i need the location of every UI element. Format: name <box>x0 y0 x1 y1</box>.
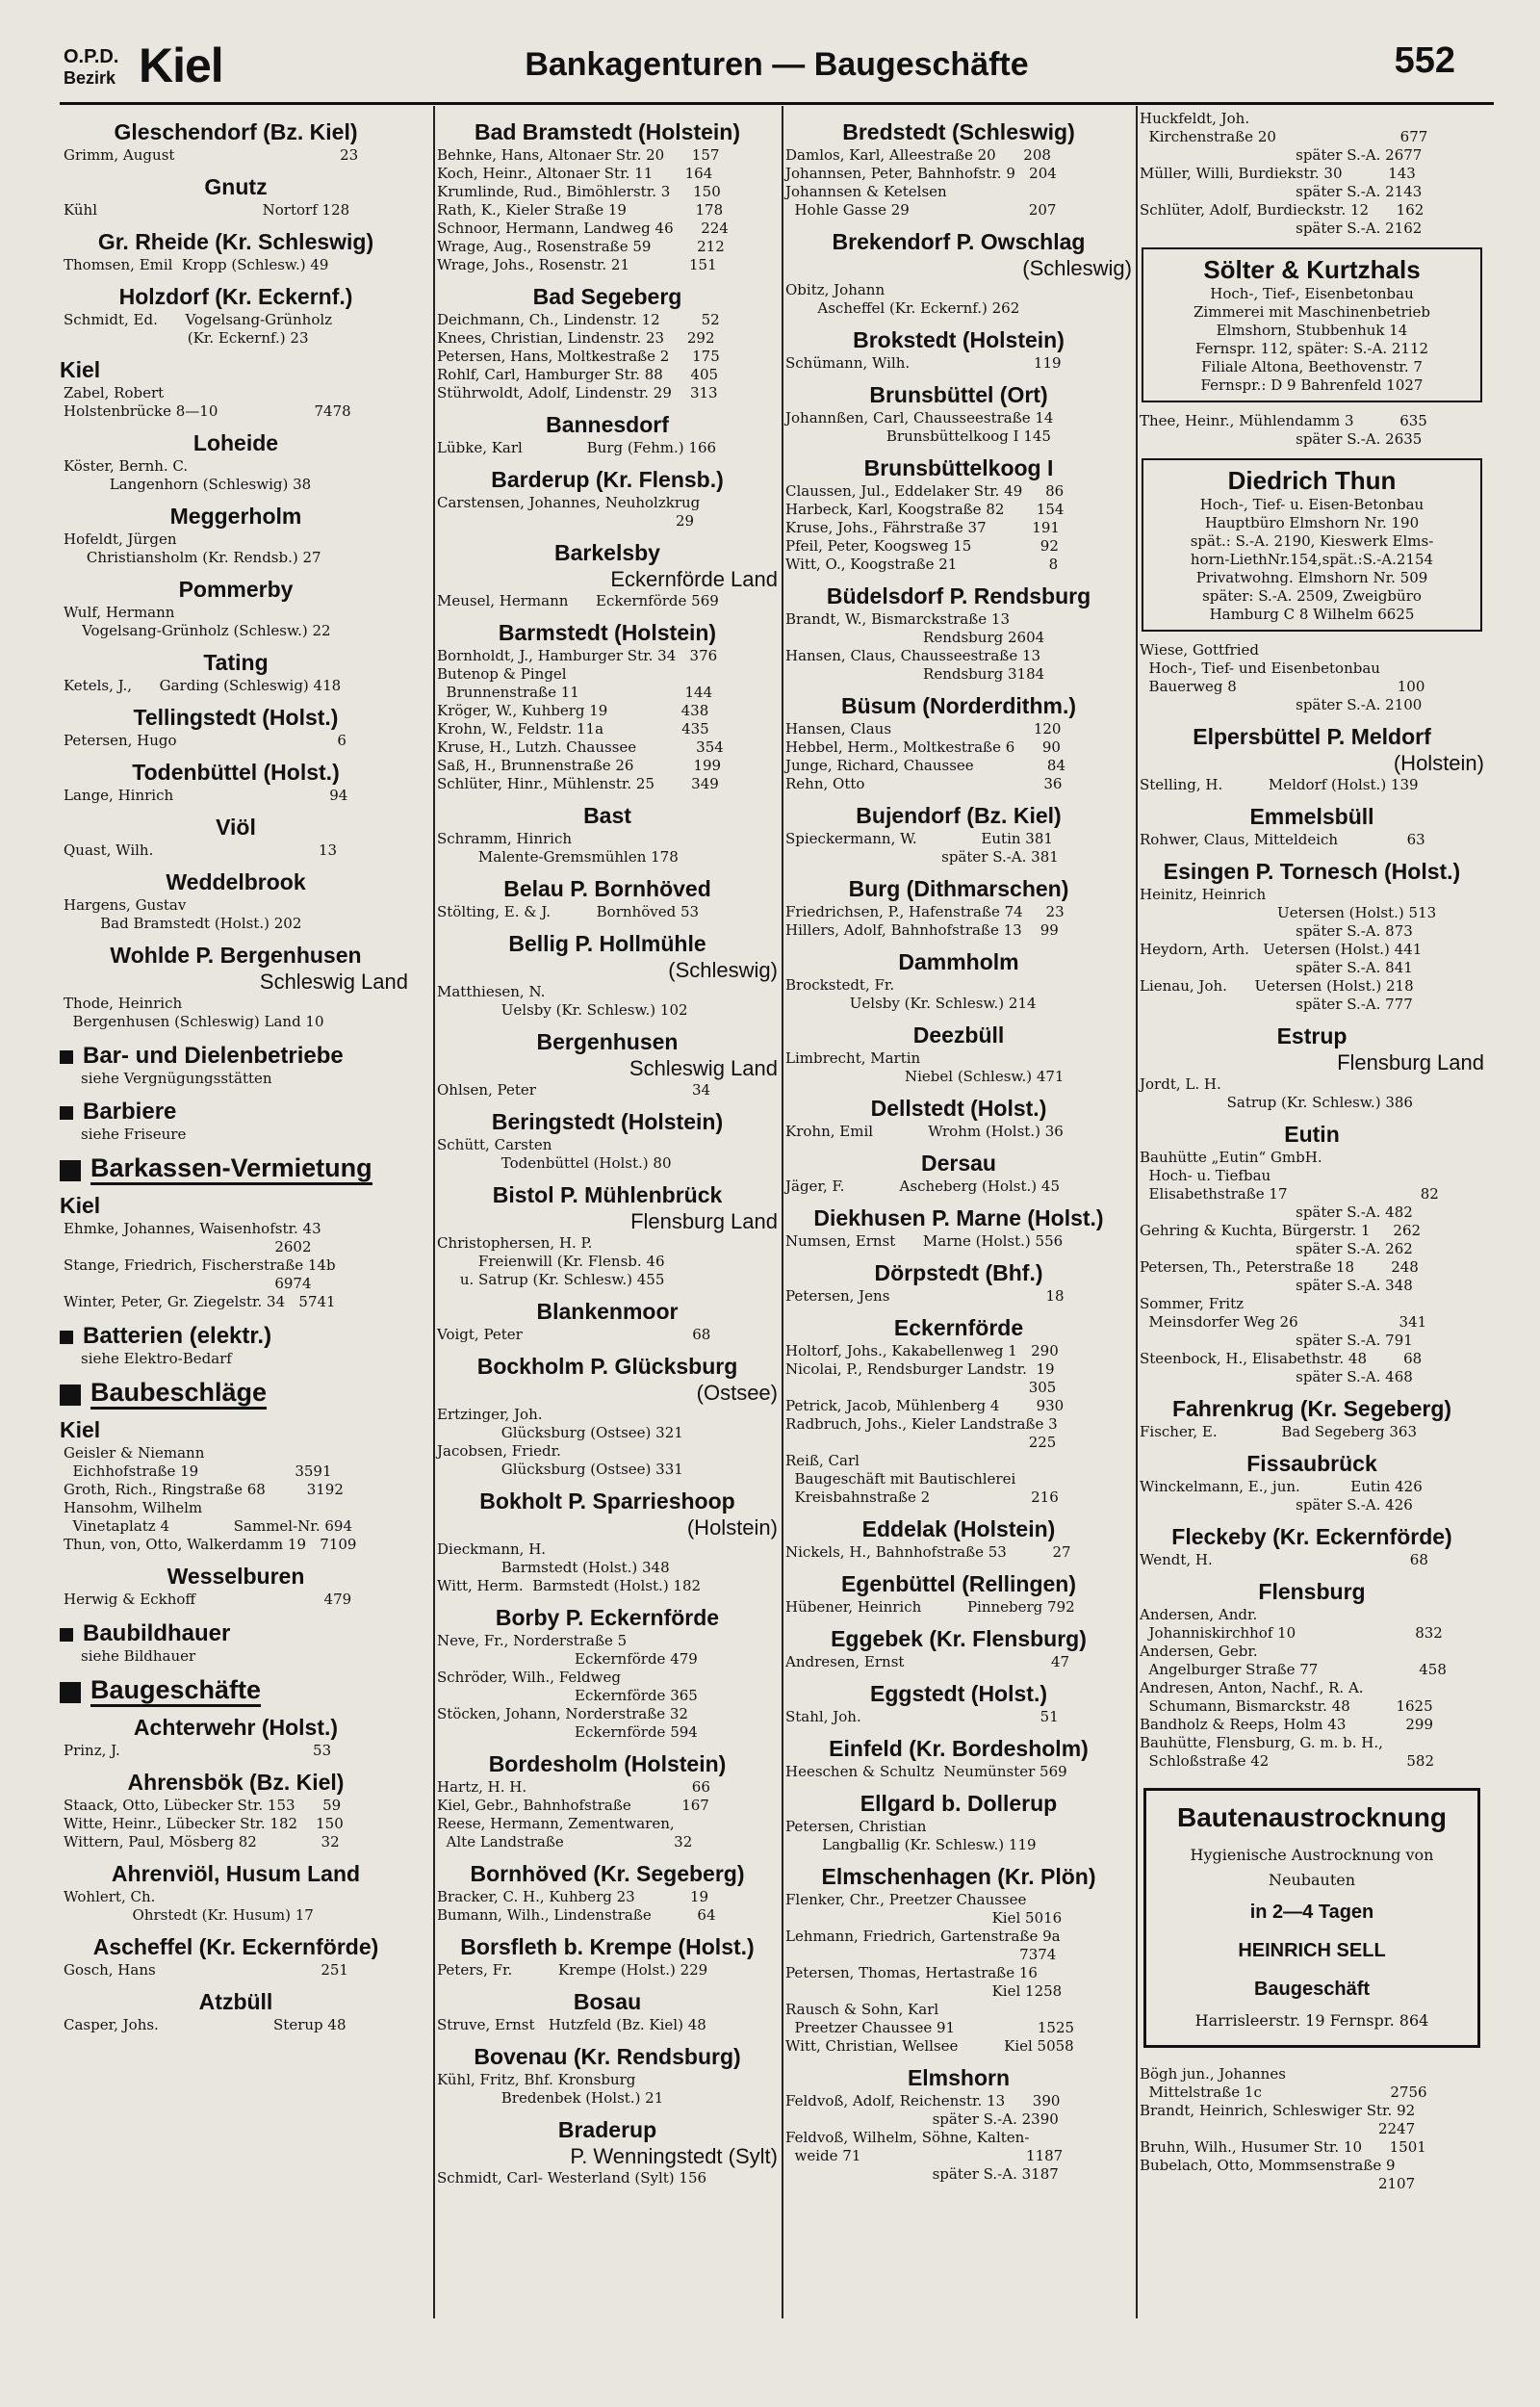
advertisement-line: Hamburg C 8 Wilhelm 6625 <box>1209 606 1415 623</box>
place-heading: Bad Segeberg <box>532 284 682 309</box>
place-heading: Eutin <box>1284 1122 1340 1147</box>
directory-entry: Petersen, Christian Langballig (Kr. Schlesw.) 119 <box>785 1818 1037 1853</box>
directory-entry: Schmidt, Ed. Vogelsang-Grünholz (Kr. Eckernf.) 23 <box>64 311 333 347</box>
place-subheading: Flensburg Land <box>630 1209 778 1233</box>
directory-entry: Neve, Fr., Norderstraße 5 Eckernförde 479 Schröder, Wilh., Feldweg Eckernförde 365 Stöcken, Johann, Norderstraße 32 Eckernförde 594 <box>437 1632 698 1741</box>
directory-entry: Schümann, Wilh. 119 <box>785 354 1062 372</box>
category-heading <box>60 1099 412 1126</box>
column-3 <box>782 110 1136 2315</box>
category-heading <box>60 1323 412 1350</box>
place-heading: Bad Bramstedt (Holstein) <box>474 119 741 144</box>
cross-reference: siehe Vergnügungsstätten <box>81 1070 272 1087</box>
directory-entry: Prinz, J. 53 <box>64 1742 332 1759</box>
place-heading: Bosau <box>573 1989 642 2014</box>
directory-entry: Geisler & Niemann Eichhofstraße 19 3591 Groth, Rich., Ringstraße 68 3192 Hansohm, Wilhelm Vinetaplatz 4 Sammel-Nr. 694 Thun, von, Otto, Walkerdamm 19 7109 <box>64 1444 357 1553</box>
place-heading: Gnutz <box>204 174 268 199</box>
directory-entry: Flenker, Chr., Preetzer Chaussee Kiel 5016 Lehmann, Friedrich, Gartenstraße 9a 7374 Petersen, Thomas, Hertastraße 16 Kiel 1258 Rausch & Sohn, Karl Preetzer Chaussee 91 1525 Witt, Christian, Wellsee Kiel 5058 <box>785 1891 1075 2055</box>
directory-entry: Winckelmann, E., jun. Eutin 426 später S.-A. 426 <box>1140 1478 1423 1514</box>
category-heading <box>60 1154 412 1183</box>
place-heading: Büsum (Norderdithm.) <box>840 693 1077 718</box>
place-heading: Kiel <box>60 1417 101 1442</box>
place-heading: Bistol P. Mühlenbrück <box>492 1182 723 1207</box>
place-heading: Einfeld (Kr. Bordesholm) <box>829 1736 1089 1761</box>
directory-entry: Meusel, Hermann Eckernförde 569 <box>437 592 719 609</box>
column-4 <box>1136 110 1488 2315</box>
place-subheading: Flensburg Land <box>1337 1050 1484 1074</box>
place-heading: Brunsbüttelkoog I <box>863 455 1054 480</box>
place-heading: Flensburg <box>1258 1579 1366 1604</box>
directory-entry: Kühl, Fritz, Bhf. Kronsburg Bredenbek (Holst.) 21 <box>437 2071 664 2107</box>
advertisement-line: Hauptbüro Elmshorn Nr. 190 <box>1204 514 1420 531</box>
place-heading: Bornhöved (Kr. Segeberg) <box>470 1861 745 1886</box>
bullet-square-icon <box>60 1628 73 1642</box>
directory-entry: Struve, Ernst Hutzfeld (Bz. Kiel) 48 <box>437 2016 706 2033</box>
directory-entry: Behnke, Hans, Altonaer Str. 20 157 Koch, Heinr., Altonaer Str. 11 164 Krumlinde, Rud., Bimöhlerstr. 3 150 Rath, K., Kieler Straße 19 178 Schnoor, Hermann, Landweg 46 224 Wrage, Aug., Rosenstraße 59 212 Wrage, Johs., Rosenstr. 21 151 <box>437 146 729 273</box>
page-number: 552 <box>1394 40 1455 81</box>
place-heading: Holzdorf (Kr. Eckernf.) <box>118 284 353 309</box>
advertisement-line: Neubauten <box>1268 1871 1356 1889</box>
place-heading: Viöl <box>216 815 256 840</box>
place-heading: Bredstedt (Schleswig) <box>842 119 1075 144</box>
bullet-square-icon <box>60 1385 81 1406</box>
directory-entry: Hartz, H. H. 66 Kiel, Gebr., Bahnhofstraße 167 Reese, Hermann, Zementwaren, Alte Landstraße 32 <box>437 1778 710 1851</box>
directory-entry: Stelling, H. Meldorf (Holst.) 139 <box>1140 776 1419 793</box>
advertisement-line: spät.: S.-A. 2190, Kieswerk Elms- <box>1190 532 1434 550</box>
advertisement-line: Zimmerei mit Maschinenbetrieb <box>1194 303 1430 321</box>
directory-entry: Voigt, Peter 68 <box>437 1326 711 1343</box>
directory-entry: Wulf, Hermann Vogelsang-Grünholz (Schlesw.) 22 <box>64 604 331 639</box>
place-heading: Egenbüttel (Rellingen) <box>840 1571 1077 1596</box>
directory-entry: Hargens, Gustav Bad Bramstedt (Holst.) 202 <box>64 896 302 932</box>
place-heading: Brunsbüttel (Ort) <box>869 382 1048 407</box>
directory-entry: Reiß, Carl Baugeschäft mit Bautischlerei Kreisbahnstraße 2 216 <box>785 1452 1059 1506</box>
place-heading: Barderup (Kr. Flensb.) <box>491 467 724 492</box>
place-heading: Meggerholm <box>169 504 302 529</box>
directory-entry: Ohlsen, Peter 34 <box>437 1081 711 1099</box>
directory-entry: Quast, Wilh. 13 <box>64 841 338 859</box>
place-subheading: (Ostsee) <box>696 1381 778 1405</box>
advertisement-line: in 2—4 Tagen <box>1249 1902 1374 1923</box>
directory-entry: Heeschen & Schultz Neumünster 569 <box>785 1763 1067 1780</box>
place-heading: Ellgard b. Dollerup <box>860 1791 1058 1816</box>
directory-entry: Christophersen, H. P. Freienwill (Kr. Flensb. 46 u. Satrup (Kr. Schlesw.) 455 <box>437 1234 665 1288</box>
place-subheading: P. Wenningstedt (Sylt) <box>570 2144 778 2168</box>
place-heading: Weddelbrook <box>166 869 306 894</box>
directory-entry: Bracker, C. H., Kuhberg 23 19 Bumann, Wilh., Lindenstraße 64 <box>437 1888 716 1924</box>
advertisement-line: Hoch-, Tief-, Eisenbetonbau <box>1210 285 1414 302</box>
opd-label: O.P.D. <box>64 46 119 67</box>
directory-entry: Herwig & Eckhoff 479 <box>64 1591 352 1608</box>
directory-entry: Stahl, Joh. 51 <box>785 1708 1059 1725</box>
advertisement-box <box>1142 458 1482 632</box>
directory-entry: Schramm, Hinrich Malente-Gremsmühlen 178 <box>437 830 679 866</box>
place-heading: Fahrenkrug (Kr. Segeberg) <box>1171 1396 1452 1421</box>
directory-entry: Kühl Nortorf 128 <box>64 201 350 219</box>
place-heading: Estrup <box>1276 1023 1348 1048</box>
directory-entry: Schütt, Carsten Todenbüttel (Holst.) 80 <box>437 1136 672 1172</box>
place-heading: Bast <box>583 803 631 828</box>
place-subheading: Schleswig Land <box>629 1056 778 1080</box>
directory-entry: Fischer, E. Bad Segeberg 363 <box>1140 1423 1417 1440</box>
place-heading: Belau P. Bornhöved <box>503 876 711 901</box>
place-heading: Ahrenviöl, Husum Land <box>111 1861 361 1886</box>
directory-entry: Schmidt, Carl- Westerland (Sylt) 156 <box>437 2169 707 2187</box>
place-heading: Dellstedt (Holst.) <box>870 1096 1047 1121</box>
page-header <box>60 39 1494 100</box>
directory-entry: Andresen, Ernst 47 <box>785 1653 1070 1670</box>
directory-entry: Friedrichsen, P., Hafenstraße 74 23 Hillers, Adolf, Bahnhofstraße 13 99 <box>785 903 1065 939</box>
directory-entry: Jäger, F. Ascheberg (Holst.) 45 <box>785 1178 1060 1195</box>
category-title: Batterien (elektr.) <box>83 1323 272 1349</box>
place-heading: Todenbüttel (Holst.) <box>132 760 340 785</box>
region-name: Kiel <box>139 39 223 92</box>
place-heading: Bujendorf (Bz. Kiel) <box>856 803 1062 828</box>
bullet-square-icon <box>60 1331 73 1344</box>
place-heading: Borsfleth b. Krempe (Holst.) <box>460 1934 755 1959</box>
place-heading: Fissaubrück <box>1246 1451 1377 1476</box>
place-heading: Gleschendorf (Bz. Kiel) <box>114 119 358 144</box>
place-heading: Gr. Rheide (Kr. Schleswig) <box>97 229 374 254</box>
place-heading: Eckernförde <box>893 1315 1024 1340</box>
place-heading: Burg (Dithmarschen) <box>848 876 1069 901</box>
directory-entry: Stange, Friedrich, Fischerstraße 14b 6974 <box>64 1256 336 1292</box>
place-heading: Ascheffel (Kr. Eckernförde) <box>92 1934 379 1959</box>
place-heading: Bokholt P. Sparrieshoop <box>479 1488 735 1514</box>
place-subheading: Eckernförde Land <box>610 567 778 591</box>
directory-entry: Ehmke, Johannes, Waisenhofstr. 43 2602 <box>64 1220 321 1255</box>
place-heading: Bannesdorf <box>546 412 669 437</box>
directory-entry: Andersen, Andr. Johanniskirchhof 10 832 Andersen, Gebr. Angelburger Straße 77 458 Andresen, Anton, Nachf., R. A. Schumann, Bismarckstr. 48 1625 Bandholz & Reeps, Holm 43 299 Bauhütte, Flensburg, G. m. b. H., Schloßstraße 42 582 <box>1140 1606 1447 1770</box>
category-title: Barkassen-Vermietung <box>90 1153 372 1185</box>
directory-entry: Numsen, Ernst Marne (Holst.) 556 <box>785 1232 1064 1250</box>
advertisement-box <box>1142 247 1482 402</box>
cross-reference: siehe Bildhauer <box>81 1647 196 1665</box>
directory-entry: Feldvoß, Adolf, Reichenstr. 13 390 später S.-A. 2390 Feldvoß, Wilhelm, Söhne, Kalten- weide 71 1187 später S.-A. 3187 <box>785 2092 1064 2183</box>
cross-reference: siehe Elektro-Bedarf <box>81 1350 232 1367</box>
directory-entry: Winter, Peter, Gr. Ziegelstr. 34 5741 <box>64 1293 336 1310</box>
advertisement-line: Fernspr. 112, später: S.-A. 2112 <box>1194 340 1429 357</box>
bullet-square-icon <box>60 1106 73 1120</box>
advertisement-line: horn-LiethNr.154,spät.:S.-A.2154 <box>1190 551 1434 568</box>
place-heading: Elmshorn <box>907 2065 1011 2090</box>
place-heading: Wesselburen <box>167 1564 305 1589</box>
directory-entry: Köster, Bernh. C. Langenhorn (Schleswig) 38 <box>64 457 312 493</box>
category-heading <box>60 1620 412 1647</box>
advertisement-line: Harrisleerstr. 19 Fernspr. 864 <box>1194 2011 1429 2030</box>
directory-entry: Nickels, H., Bahnhofstraße 53 27 <box>785 1543 1071 1561</box>
category-heading <box>60 1043 412 1070</box>
bullet-square-icon <box>60 1050 73 1064</box>
advertisement-line: Privatwohng. Elmshorn Nr. 509 <box>1195 569 1428 586</box>
place-heading: Eggstedt (Holst.) <box>870 1681 1047 1706</box>
header-rule <box>60 102 1494 105</box>
directory-entry: Bauhütte „Eutin“ GmbH. Hoch- u. Tiefbau Elisabethstraße 17 82 später S.-A. 482 Gehring & Kuchta, Bürgerstr. 1 262 später S.-A. 262 Petersen, Th., Peterstraße 18 248 später S.-A. 348 Sommer, Fritz Meinsdorfer Weg 26 341 später S.-A. 791 Steenbock, H., Elisabethstr. 48 68 später S.-A. 468 <box>1140 1149 1439 1385</box>
category-title: Baubildhauer <box>83 1620 231 1646</box>
directory-entry: Huckfeldt, Joh. Kirchenstraße 20 677 später S.-A. 2677 Müller, Willi, Burdiekstr. 30 143 später S.-A. 2143 Schlüter, Adolf, Burdieckstr. 12 162 später S.-A. 2162 <box>1140 110 1428 237</box>
place-heading: Tating <box>203 650 269 675</box>
place-heading: Bovenau (Kr. Rendsburg) <box>474 2044 741 2069</box>
place-heading: Tellingstedt (Holst.) <box>133 705 339 730</box>
directory-entry: Petersen, Jens 18 <box>785 1287 1065 1305</box>
advertisement-line: Elmshorn, Stubbenhuk 14 <box>1216 322 1408 339</box>
directory-entry: Zabel, Robert Holstenbrücke 8—10 7478 <box>64 384 351 420</box>
place-heading: Ahrensbök (Bz. Kiel) <box>127 1770 345 1795</box>
place-heading: Kiel <box>60 357 101 382</box>
place-heading: Pommerby <box>178 577 294 602</box>
place-heading: Elmschenhagen (Kr. Plön) <box>821 1864 1096 1889</box>
directory-entry: Bornholdt, J., Hamburger Str. 34 376 Butenop & Pingel Brunnenstraße 11 144 Kröger, W., Kuhberg 19 438 Krohn, W., Feldstr. 11a 435 Kruse, H., Lutzh. Chaussee 354 Saß, H., Brunnenstraße 26 199 Schlüter, Hinr., Mühlenstr. 25 349 <box>437 647 724 792</box>
directory-entry: Stölting, E. & J. Bornhöved 53 <box>437 903 700 920</box>
place-heading: Eggebek (Kr. Flensburg) <box>831 1626 1087 1651</box>
place-heading: Bergenhusen <box>536 1029 679 1054</box>
place-subheading: (Holstein) <box>686 1515 778 1540</box>
directory-entry: Limbrecht, Martin Niebel (Schlesw.) 471 <box>785 1049 1065 1085</box>
directory-entry: Ertzinger, Joh. Glücksburg (Ostsee) 321 Jacobsen, Friedr. Glücksburg (Ostsee) 331 <box>437 1406 683 1478</box>
place-heading: Kiel <box>60 1193 101 1218</box>
category-title: Baubeschläge <box>90 1378 267 1410</box>
directory-entry: Matthiesen, N. Uelsby (Kr. Schlesw.) 102 <box>437 983 688 1019</box>
directory-entry: Petersen, Hugo 6 <box>64 732 346 749</box>
place-subheading: (Schleswig) <box>1022 256 1132 280</box>
directory-entry: Claussen, Jul., Eddelaker Str. 49 86 Harbeck, Karl, Koogstraße 82 154 Kruse, Johs., Fährstraße 37 191 Pfeil, Peter, Koogsweg 15 92 Witt, O., Koogstraße 21 8 <box>785 482 1065 573</box>
place-heading: Atzbüll <box>198 1989 273 2014</box>
place-heading: Diekhusen P. Marne (Holst.) <box>813 1205 1104 1230</box>
directory-entry: Jordt, L. H. Satrup (Kr. Schlesw.) 386 <box>1140 1075 1413 1111</box>
bezirk-label: Bezirk <box>64 68 116 88</box>
directory-entry: Hofeldt, Jürgen Christiansholm (Kr. Rendsb.) 27 <box>64 531 321 566</box>
directory-entry: Gosch, Hans 251 <box>64 1961 348 1979</box>
category-title: Bar- und Dielenbetriebe <box>83 1043 344 1069</box>
directory-entry: Brandt, W., Bismarckstraße 13 Rendsburg 2604 Hansen, Claus, Chausseestraße 13 Rendsburg 3184 <box>785 610 1045 683</box>
directory-entry: Wendt, H. 68 <box>1140 1551 1428 1568</box>
column-2 <box>433 110 782 2315</box>
place-heading: Deezbüll <box>912 1022 1005 1048</box>
place-heading: Eddelak (Holstein) <box>861 1516 1056 1541</box>
advertisement-line: Baugeschäft <box>1253 1979 1371 2000</box>
place-heading: Dammholm <box>898 949 1019 974</box>
directory-entry: Bögh jun., Johannes Mittelstraße 1c 2756 Brandt, Heinrich, Schleswiger Str. 92 2247 Bruhn, Wilh., Husumer Str. 10 1501 Bubelach, Otto, Mommsenstraße 9 2107 <box>1140 2065 1427 2192</box>
place-heading: Esingen P. Tornesch (Holst.) <box>1163 859 1461 884</box>
category-title: Baugeschäfte <box>90 1675 261 1707</box>
directory-entry: Spieckermann, W. Eutin 381 später S.-A. 381 <box>785 830 1059 866</box>
advertisement-title: Diedrich Thun <box>1227 466 1397 495</box>
place-heading: Wohlde P. Bergenhusen <box>110 943 362 968</box>
place-subheading: (Holstein) <box>1393 751 1484 775</box>
advertisement-line: Filiale Altona, Beethovenstr. 7 <box>1201 358 1423 375</box>
place-subheading: Schleswig Land <box>259 970 408 994</box>
category-heading <box>60 1676 412 1705</box>
directory-entry: Thee, Heinr., Mühlendamm 3 635 später S.-A. 2635 <box>1140 412 1427 448</box>
advertisement-title: Bautenaustrocknung <box>1176 1802 1448 1832</box>
advertisement-box <box>1143 1788 1480 2048</box>
directory-entry: Lübke, Karl Burg (Fehm.) 166 <box>437 439 717 456</box>
place-heading: Büdelsdorf P. Rendsburg <box>826 583 1091 608</box>
directory-entry: Lange, Hinrich 94 <box>64 787 348 804</box>
place-heading: Bockholm P. Glücksburg <box>476 1354 738 1379</box>
directory-entry: Ketels, J., Garding (Schleswig) 418 <box>64 677 342 694</box>
directory-entry: Heinitz, Heinrich Uetersen (Holst.) 513 später S.-A. 873 Heydorn, Arth. Uetersen (Holst.) 441 später S.-A. 841 Lienau, Joh. Uetersen (Holst.) 218 später S.-A. 777 <box>1140 886 1437 1013</box>
cross-reference: siehe Friseure <box>81 1126 187 1143</box>
directory-entry: Thomsen, Emil Kropp (Schlesw.) 49 <box>64 256 329 273</box>
page-title: Bankagenturen — Baugeschäfte <box>525 46 1029 83</box>
bullet-square-icon <box>60 1682 81 1703</box>
place-heading: Blankenmoor <box>536 1299 679 1324</box>
directory-entry: Casper, Johs. Sterup 48 <box>64 2016 346 2033</box>
advertisement-line: Hoch-, Tief- u. Eisen-Betonbau <box>1199 496 1424 513</box>
directory-entry: Wiese, Gottfried Hoch-, Tief- und Eisenbetonbau Bauerweg 8 100 später S.-A. 2100 <box>1140 641 1425 713</box>
place-heading: Loheide <box>192 430 279 455</box>
advertisement-line: Hygienische Austrocknung von <box>1190 1846 1434 1864</box>
directory-entry: Damlos, Karl, Alleestraße 20 208 Johannsen, Peter, Bahnhofstr. 9 204 Johannsen & Ketelsen Hohle Gasse 29 207 <box>785 146 1057 219</box>
advertisement-line: später: S.-A. 2509, Zweigbüro <box>1202 587 1422 605</box>
place-heading: Brekendorf P. Owschlag <box>832 229 1086 254</box>
place-heading: Barmstedt (Holstein) <box>498 620 717 645</box>
directory-entry: Obitz, Johann Ascheffel (Kr. Eckernf.) 262 <box>785 281 1020 317</box>
directory-entry: Carstensen, Johannes, Neuholzkrug 29 <box>437 494 701 530</box>
directory-entry: Holtorf, Johs., Kakabellenweg 1 290 Nicolai, P., Rendsburger Landstr. 19 305 Petrick, Jacob, Mühlenberg 4 930 Radbruch, Johs., Kieler Landstraße 3 225 <box>785 1342 1065 1451</box>
directory-entry: Dieckmann, H. Barmstedt (Holst.) 348 Witt, Herm. Barmstedt (Holst.) 182 <box>437 1540 702 1594</box>
place-heading: Barkelsby <box>554 540 660 565</box>
place-heading: Emmelsbüll <box>1249 804 1374 829</box>
directory-entry: Staack, Otto, Lübecker Str. 153 59 Witte, Heinr., Lübecker Str. 182 150 Wittern, Paul, Mösberg 82 32 <box>64 1797 344 1851</box>
directory-entry: Brockstedt, Fr. Uelsby (Kr. Schlesw.) 214 <box>785 976 1037 1012</box>
directory-entry: Johannßen, Carl, Chausseestraße 14 Brunsbüttelkoog I 145 <box>785 409 1054 445</box>
advertisement-title: Sölter & Kurtzhals <box>1203 255 1421 284</box>
directory-entry: Grimm, August 23 <box>64 146 359 164</box>
directory-entry: Rohwer, Claus, Mitteldeich 63 <box>1140 831 1425 848</box>
directory-entry: Hansen, Claus 120 Hebbel, Herm., Moltkestraße 6 90 Junge, Richard, Chaussee 84 Rehn, Otto 36 <box>785 720 1066 792</box>
directory-entry: Krohn, Emil Wrohm (Holst.) 36 <box>785 1123 1064 1140</box>
bullet-square-icon <box>60 1160 81 1181</box>
place-heading: Borby P. Eckernförde <box>495 1605 720 1630</box>
place-heading: Dörpstedt (Bhf.) <box>874 1260 1043 1285</box>
place-heading: Bordesholm (Holstein) <box>488 1751 727 1776</box>
place-heading: Dersau <box>921 1151 996 1176</box>
directory-entry: Thode, Heinrich Bergenhusen (Schleswig) Land 10 <box>64 995 324 1030</box>
place-heading: Beringstedt (Holstein) <box>491 1109 724 1134</box>
directory-entry: Deichmann, Ch., Lindenstr. 12 52 Knees, Christian, Lindenstr. 23 292 Petersen, Hans, Moltkestraße 2 175 Rohlf, Carl, Hamburger Str. 88 405 Stührwoldt, Adolf, Lindenstr. 29 313 <box>437 311 720 401</box>
place-heading: Brokstedt (Holstein) <box>853 327 1065 352</box>
advertisement-company: HEINRICH SELL <box>1238 1940 1386 1961</box>
column-1 <box>60 110 412 2315</box>
place-heading: Braderup <box>557 2117 657 2142</box>
place-subheading: (Schleswig) <box>668 958 778 982</box>
category-heading <box>60 1379 412 1408</box>
place-heading: Elpersbüttel P. Meldorf <box>1193 724 1431 749</box>
directory-entry: Peters, Fr. Krempe (Holst.) 229 <box>437 1961 708 1979</box>
advertisement-line: Fernspr.: D 9 Bahrenfeld 1027 <box>1200 376 1424 394</box>
directory-entry: Hübener, Heinrich Pinneberg 792 <box>785 1598 1075 1616</box>
place-heading: Fleckeby (Kr. Eckernförde) <box>1171 1524 1452 1549</box>
place-heading: Bellig P. Hollmühle <box>508 931 706 956</box>
directory-entry: Wohlert, Ch. Ohrstedt (Kr. Husum) 17 <box>64 1888 314 1924</box>
place-heading: Achterwehr (Holst.) <box>133 1715 339 1740</box>
category-title: Barbiere <box>83 1099 177 1125</box>
